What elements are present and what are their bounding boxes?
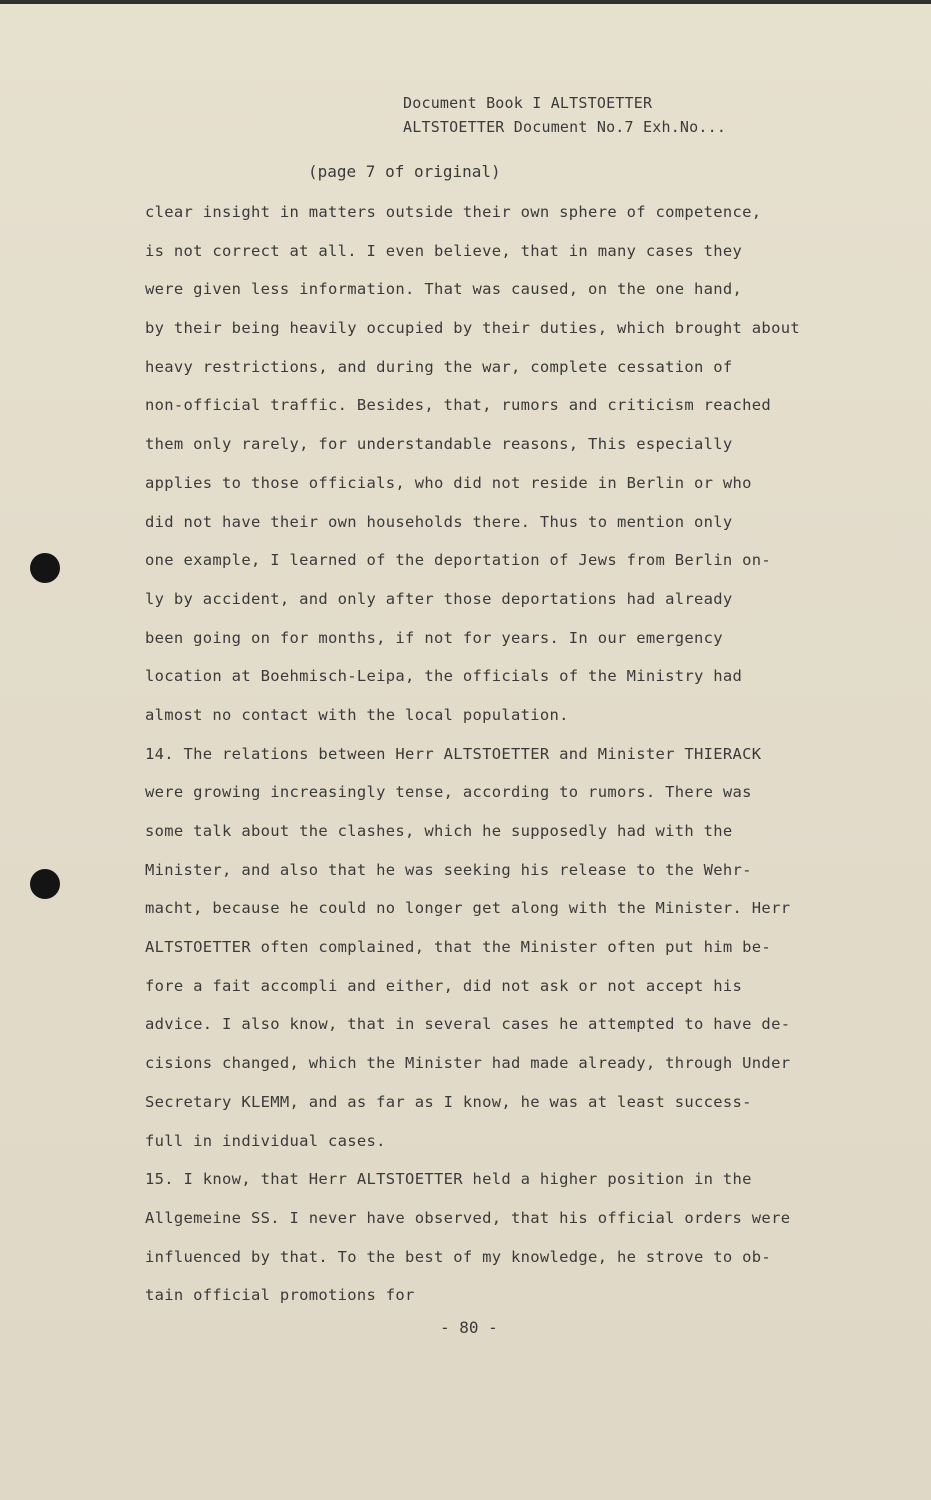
body-line: were growing increasingly tense, according to rumors. There was xyxy=(145,783,752,802)
paragraph-15-line: 15. I know, that Herr ALTSTOETTER held a higher position in the xyxy=(145,1170,752,1189)
body-line: by their being heavily occupied by their duties, which brought about xyxy=(145,319,800,338)
body-line: were given less information. That was caused, on the one hand, xyxy=(145,280,743,299)
body-line: clear insight in matters outside their own sphere of competence, xyxy=(145,203,762,221)
body-line: them only rarely, for understandable reasons, This especially xyxy=(145,435,733,454)
body-line: one example, I learned of the deportation of Jews from Berlin on- xyxy=(145,551,772,570)
body-line: Allgemeine SS. I never have observed, that his official orders were xyxy=(145,1208,791,1227)
body-line: Minister, and also that he was seeking his release to the Wehr- xyxy=(145,860,752,879)
punch-hole xyxy=(30,553,60,583)
header-line-2: ALTSTOETTER Document No.7 Exh.No... xyxy=(403,118,727,136)
body-line: fore a fait accompli and either, did not ask or not accept his xyxy=(145,976,743,995)
body-line: location at Boehmisch-Leipa, the officials of the Ministry had xyxy=(145,667,743,686)
header-line-1: Document Book I ALTSTOETTER xyxy=(403,94,653,112)
punch-hole xyxy=(30,869,60,899)
body-line: some talk about the clashes, which he supposedly had with the xyxy=(145,822,733,840)
page-reference: (page 7 of original) xyxy=(308,162,501,181)
body-line: ALTSTOETTER often complained, that the Minister often put him be- xyxy=(145,938,772,957)
body-line: almost no contact with the local population. xyxy=(145,705,569,724)
body-line: did not have their own households there. Thus to mention only xyxy=(145,512,733,531)
body-line: is not correct at all. I even believe, that in many cases they xyxy=(145,241,743,260)
body-line: heavy restrictions, and during the war, complete cessation of xyxy=(145,357,733,376)
document-body xyxy=(145,198,825,1320)
paragraph-14-line: 14. The relations between Herr ALTSTOETTER and Minister THIERACK xyxy=(145,744,762,763)
body-line: ly by accident, and only after those deportations had already xyxy=(145,589,733,608)
page-top-edge xyxy=(0,0,931,4)
page-number: - 80 - xyxy=(440,1318,498,1337)
body-line: Secretary KLEMM, and as far as I know, he was at least success- xyxy=(145,1092,752,1111)
body-line: applies to those officials, who did not reside in Berlin or who xyxy=(145,473,752,492)
body-line: cisions changed, which the Minister had made already, through Under xyxy=(145,1054,791,1073)
body-line: influenced by that. To the best of my knowledge, he strove to ob- xyxy=(145,1247,772,1266)
body-line: advice. I also know, that in several cases he attempted to have de- xyxy=(145,1015,791,1034)
body-line: been going on for months, if not for years. In our emergency xyxy=(145,628,723,647)
body-line: macht, because he could no longer get along with the Minister. Herr xyxy=(145,899,791,918)
body-line: full in individual cases. xyxy=(145,1131,386,1150)
body-line: tain official promotions for xyxy=(145,1286,415,1305)
body-line: non-official traffic. Besides, that, rumors and criticism reached xyxy=(145,396,772,415)
